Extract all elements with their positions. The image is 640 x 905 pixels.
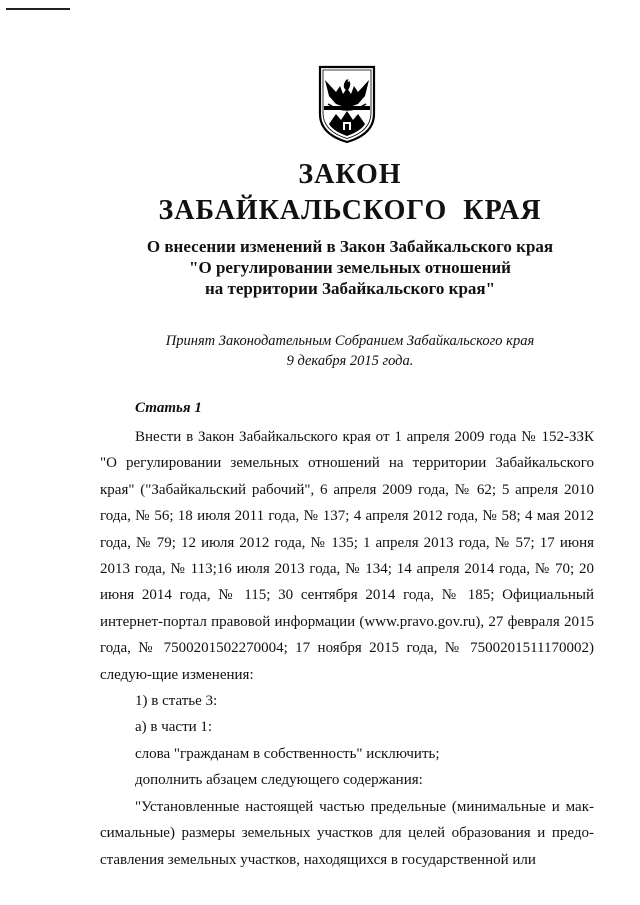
coat-of-arms-icon	[316, 64, 378, 144]
article-paragraph: "Установленные настоящей частью предельные (минимальные и мак-симальные) размеры земельных участков для целей образования и предо-ставления земельных участков, находящихся в государственной или	[100, 798, 594, 868]
law-subject-line-3: на территории Забайкальского края"	[204, 279, 496, 298]
article-paragraph: Внести в Закон Забайкальского края от 1 апреля 2009 года № 152-ЗЗК "О регулировании земельных отношений на территории Забайкальского края" ("Забайкальский рабочий", 6 апреля 2009 года, № 62; 5 апреля 2010 года, № 56; 18 июля 2011 года, № 137; 4 апреля 2012 года, № 58; 4 мая 2012 года, № 79; 12 июля 2012 года, № 135; 1 апреля 2013 года, № 57; 17 июня 2013 года, № 113;16 июля 2013 года, № 134; 14 апреля 2014 года, № 70; 20 июня 2014 года, № 115; 30 сентября 2014 года, № 185; Официальный интернет-портал правовой информации (www.pravo.gov.ru), 27 февраля 2015 года, № 7500201502270004; 17 ноября 2015 года, № 7500201511170002) следую-щие изменения:	[100, 429, 594, 683]
scan-edge-mark	[6, 8, 70, 10]
adoption-date: 9 декабря 2015 года.	[286, 353, 414, 369]
article-paragraph: а) в части 1:	[135, 719, 213, 736]
article-paragraph: слова "гражданам в собственность" исключить;	[135, 745, 440, 762]
law-subject-line-2: "О регулировании земельных отношений	[189, 258, 511, 277]
law-subject	[0, 236, 640, 299]
article-paragraph: 1) в статье 3:	[135, 693, 218, 710]
article-heading: Статья 1	[135, 400, 202, 416]
document-title: ЗАКОН	[298, 159, 402, 190]
article-body	[100, 424, 594, 873]
adoption-note	[0, 331, 640, 371]
document-title-region: ЗАБАЙКАЛЬСКОГО КРАЯ	[158, 195, 542, 226]
article-paragraph: дополнить абзацем следующего содержания:	[135, 772, 423, 789]
adoption-note-line-1: Принят Законодательным Собранием Забайкальского края	[165, 333, 535, 349]
law-subject-line-1: О внесении изменений в Закон Забайкальского края	[146, 237, 554, 256]
